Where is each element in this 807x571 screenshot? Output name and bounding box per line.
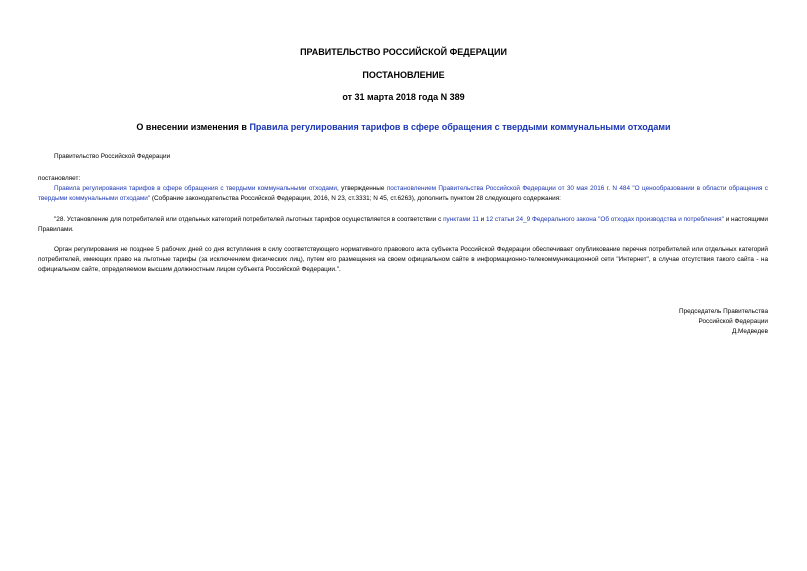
document-type: ПОСТАНОВЛЕНИЕ xyxy=(362,70,445,80)
paragraph-point-28 xyxy=(38,215,768,235)
paragraph-amendment xyxy=(38,184,768,204)
signature-name: Д.Медведев xyxy=(731,328,768,335)
document-title xyxy=(0,122,807,133)
title-prefix: О внесении изменения в xyxy=(136,122,250,132)
point-28-text-2: и xyxy=(478,216,487,223)
signature-position: Председатель Правительства xyxy=(679,308,768,315)
point-28-text-3: и настоящими Правилами. xyxy=(38,216,768,233)
rules-link[interactable]: Правила регулирования тарифов в сфере обращения с твердыми коммунальными отходами xyxy=(54,185,337,192)
signature-block xyxy=(679,307,768,337)
amendment-text-2: (Собрание законодательства Российской Федерации, 2016, N 23, ст.3331; N 45, ст.6263), дополнить пунктом 28 следующего содержания: xyxy=(150,195,561,202)
title-rules-link[interactable]: Правила регулирования тарифов в сфере обращения с твердыми коммунальными отходами xyxy=(249,122,671,132)
amendment-text-1: , утвержденные xyxy=(336,185,387,192)
document-date-number: от 31 марта 2018 года N 389 xyxy=(342,92,465,102)
paragraph-regulator: Орган регулирования не позднее 5 рабочих дней со дня вступления в силу соответствующего нормативного правового акта субъекта Российской Федерации обеспечивает опубликование перечня потребителей или отдельных категорий потребителей, имеющих право на льготные тарифы (за исключением физических лиц), путем его размещения на своем официальном сайте в информационно-телекоммуникационной сети "Интернет", в случае отсутствия такого сайта - на официальном сайте, определяемом высшим должностным лицом субъекта Российской Федерации.". xyxy=(38,246,768,273)
signature-country: Российской Федерации xyxy=(698,318,768,325)
paragraph-government: Правительство Российской Федерации xyxy=(54,153,171,160)
federal-law-link[interactable]: 12 статьи 24_9 Федерального закона "Об отходах производства и потребления" xyxy=(486,216,724,223)
paragraph-decrees: постановляет: xyxy=(38,175,81,182)
point-28-text-1: "28. Установление для потребителей или отдельных категорий потребителей льготных тарифов осуществляется в соответствии с xyxy=(54,216,444,223)
government-heading: ПРАВИТЕЛЬСТВО РОССИЙСКОЙ ФЕДЕРАЦИИ xyxy=(300,47,507,57)
decree-484-link[interactable]: постановлением Правительства Российской Федерации от 30 мая 2016 г. N 484 "О ценообразовании в области обращения с твердыми коммунальными отходами" xyxy=(38,185,768,202)
points-11-link[interactable]: пунктами 11 xyxy=(443,216,479,223)
